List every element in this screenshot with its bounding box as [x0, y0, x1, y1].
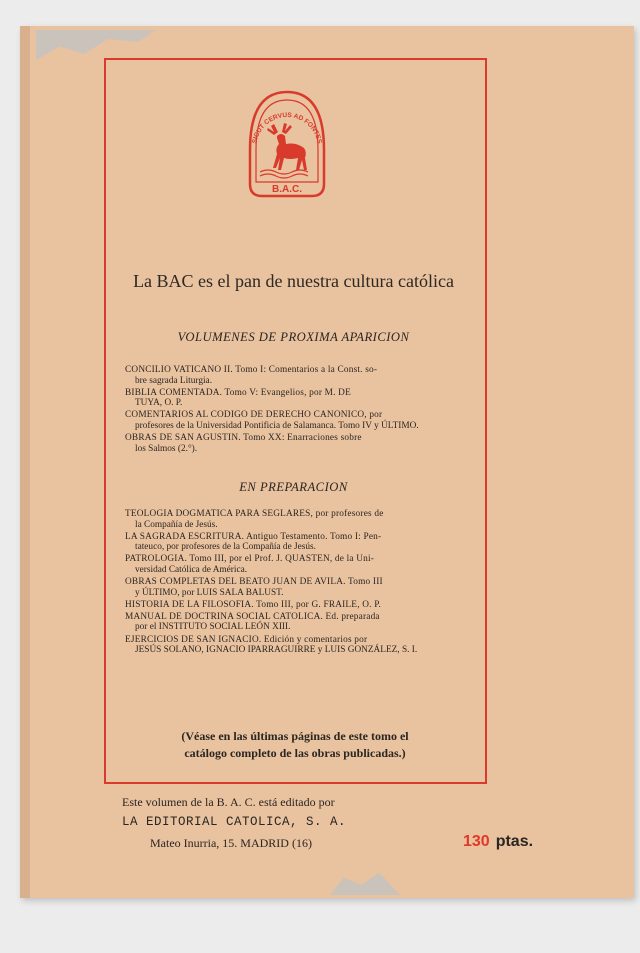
heading-in-preparation: EN PREPARACION — [239, 480, 348, 494]
list-item: HISTORIA DE LA FILOSOFIA. Tomo III, por G. FRAILE, O. P. — [125, 599, 382, 610]
publisher-address: Mateo Inurria, 15. MADRID (16) — [150, 836, 312, 850]
bac-logo — [244, 88, 330, 212]
logo-initials: B.A.C. — [272, 184, 302, 195]
price — [463, 833, 533, 851]
cover-edge — [20, 26, 30, 898]
catalog-note-line1: (Véase en las últimas páginas de este tomo el — [181, 729, 409, 743]
catalog-note — [120, 728, 470, 762]
list-item: PATROLOGIA. Tomo III, por el Prof. J. QUASTEN, de la Uni- versidad Católica de América. — [125, 554, 375, 575]
logo-motto: SICUT CERVUS AD FONTES — [251, 111, 323, 145]
upcoming-volumes-list — [125, 365, 472, 456]
slogan: La BAC es el pan de nuestra cultura católica — [133, 271, 454, 291]
publisher-name: LA EDITORIAL CATOLICA, S. A. — [122, 815, 347, 829]
list-item: TEOLOGIA DOGMATICA PARA SEGLARES, por profesores de la Compañía de Jesús. — [125, 509, 384, 530]
price-currency: ptas. — [495, 833, 534, 850]
list-item: CONCILIO VATICANO II. Tomo I: Comentarios a la Const. so- bre sagrada Liturgia. — [125, 365, 378, 386]
list-item: COMENTARIOS AL CODIGO DE DERECHO CANONICO, por profesores de la Universidad Pontificia de Salamanca. Tomo IV y ÚLTIMO. — [125, 410, 419, 431]
list-item: LA SAGRADA ESCRITURA. Antiguo Testamento. Tomo I: Pen- tateuco, por profesores de la Compañía de Jesús. — [125, 531, 382, 553]
deer-emblem-icon — [244, 88, 330, 212]
list-item: EJERCICIOS DE SAN IGNACIO. Edición y comentarios por JESÚS SOLANO, IGNACIO IPARRAGUIRRE y LUIS GONZÁLEZ, S. I. — [125, 634, 418, 656]
publisher-line1: Este volumen de la B. A. C. está editado por — [122, 795, 335, 809]
catalog-note-line2: catálogo completo de las obras publicadas.) — [184, 746, 406, 760]
list-item: BIBLIA COMENTADA. Tomo V: Evangelios, por M. DE TUYA, O. P. — [125, 387, 351, 409]
list-item: OBRAS DE SAN AGUSTIN. Tomo XX: Enarraciones sobre los Salmos (2.°). — [125, 433, 362, 454]
price-amount: 130 — [463, 833, 490, 850]
list-item: MANUAL DE DOCTRINA SOCIAL CATOLICA. Ed. preparada por el INSTITUTO SOCIAL LEÓN XIII. — [125, 611, 380, 633]
in-preparation-list — [125, 509, 472, 657]
list-item: OBRAS COMPLETAS DEL BEATO JUAN DE AVILA. Tomo III y ÚLTIMO, por LUIS SALA BALUST. — [125, 577, 383, 598]
heading-upcoming: VOLUMENES DE PROXIMA APARICION — [177, 330, 410, 344]
